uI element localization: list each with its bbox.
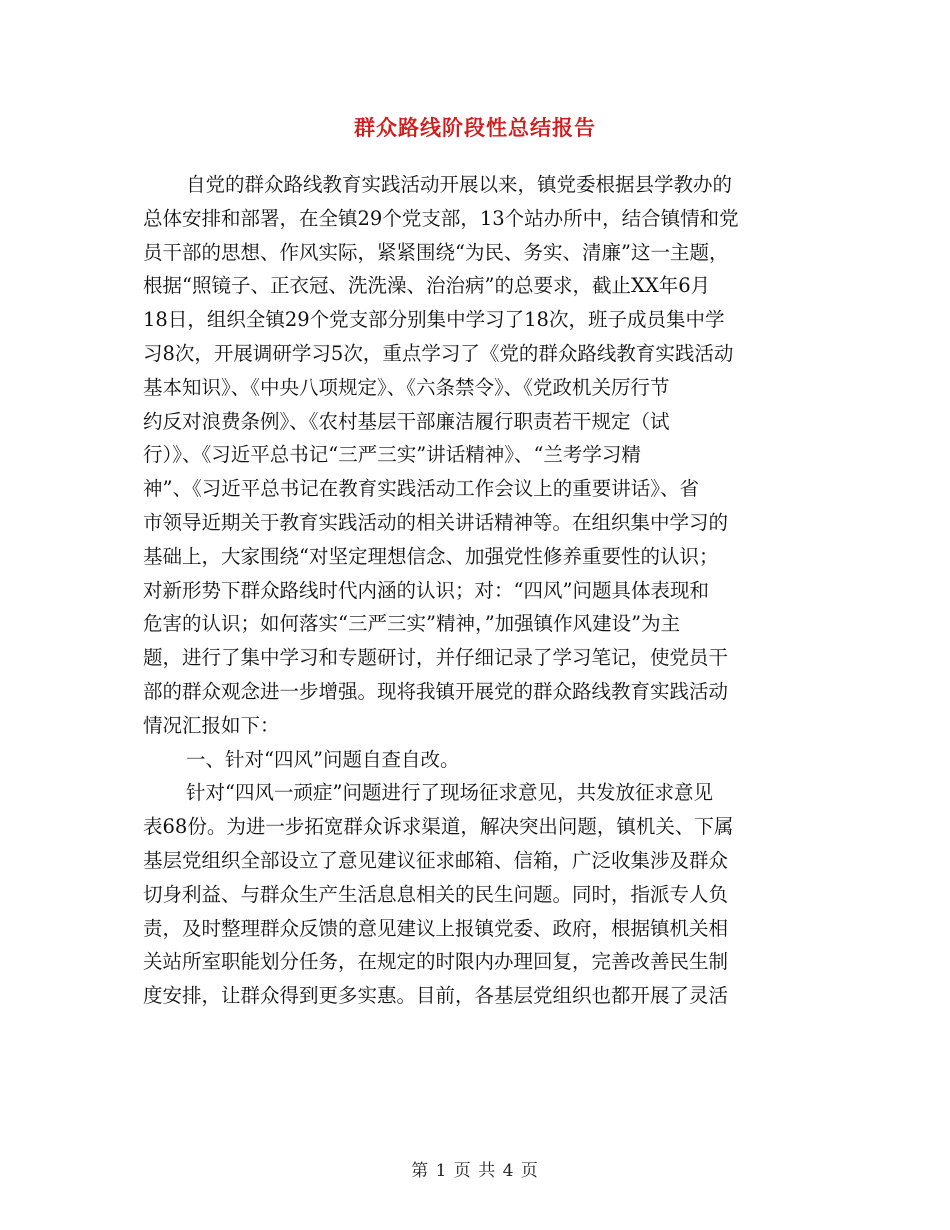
page-number-footer: 第 1 页 共 4 页: [411, 1161, 539, 1181]
document-body: [143, 168, 813, 1013]
paragraph-line: 切身利益、与群众生产生活息息相关的民生问题。同时，指派专人负: [143, 882, 729, 906]
paragraph-line: 行）》、《习近平总书记“三严三实”讲话精神》、“兰考学习精: [143, 443, 641, 467]
document-title: 群众路线阶段性总结报告: [354, 115, 596, 140]
paragraph-line: 关站所室职能划分任务，在规定的时限内办理回复，完善改善民生制: [143, 950, 729, 974]
paragraph-line: 基础上，大家围绕“对坚定理想信念、加强党性修养重要性的认识；: [143, 544, 719, 568]
paragraph-line: 基本知识》、《中央八项规定》、《六条禁令》、《党政机关厉行节: [143, 375, 670, 399]
paragraph-line: 度安排，让群众得到更多实惠。目前，各基层党组织也都开展了灵活: [143, 984, 729, 1008]
paragraph-line: 题，进行了集中学习和专题研讨，并仔细记录了学习笔记，使党员干: [143, 646, 729, 670]
paragraph-line: 情况汇报如下：: [143, 713, 280, 737]
section-heading: 一、针对“四风”问题自查自改。: [186, 747, 460, 771]
paragraph-line: 部的群众观念进一步增强。现将我镇开展党的群众路线教育实践活动: [143, 679, 729, 703]
paragraph-line: 习8次，开展调研学习5次，重点学习了《党的群众路线教育实践活动: [143, 341, 734, 365]
paragraph-line: 对新形势下群众路线时代内涵的认识；对：“四风”问题具体表现和: [143, 578, 709, 602]
paragraph-line: 神”、《习近平总书记在教育实践活动工作会议上的重要讲话》、省: [143, 477, 699, 501]
paragraph-line: 自党的群众路线教育实践活动开展以来，镇党委根据县学教办的: [186, 173, 733, 196]
paragraph-line: 针对“四风一顽症”问题进行了现场征求意见，共发放征求意见: [186, 781, 713, 805]
paragraph-line: 18日，组织全镇29个党支部分别集中学习了18次，班子成员集中学: [143, 308, 725, 332]
paragraph-line: 市领导近期关于教育实践活动的相关讲话精神等。在组织集中学习的: [143, 510, 729, 534]
paragraph-line: 根据“照镜子、正衣冠、洗洗澡、治治病”的总要求，截止XX年6月: [143, 274, 711, 298]
paragraph-line: 责，及时整理群众反馈的意见建议上报镇党委、政府，根据镇机关相: [143, 916, 729, 940]
paragraph-line: 员干部的思想、作风实际，紧紧围绕“为民、务实、清廉”这一主题，: [143, 240, 729, 264]
paragraph-line: 表68份。为进一步拓宽群众诉求渠道，解决突出问题，镇机关、下属: [143, 815, 734, 839]
paragraph-line: 总体安排和部署，在全镇29个党支部，13个站办所中，结合镇情和党: [143, 206, 739, 230]
paragraph-line: 基层党组织全部设立了意见建议征求邮箱、信箱，广泛收集涉及群众: [143, 848, 729, 872]
paragraph-line: 危害的认识；如何落实“三严三实”精神，”加强镇作风建设”为主: [143, 612, 681, 636]
paragraph-line: 约反对浪费条例》、《农村基层干部廉洁履行职责若干规定（试: [143, 409, 670, 433]
